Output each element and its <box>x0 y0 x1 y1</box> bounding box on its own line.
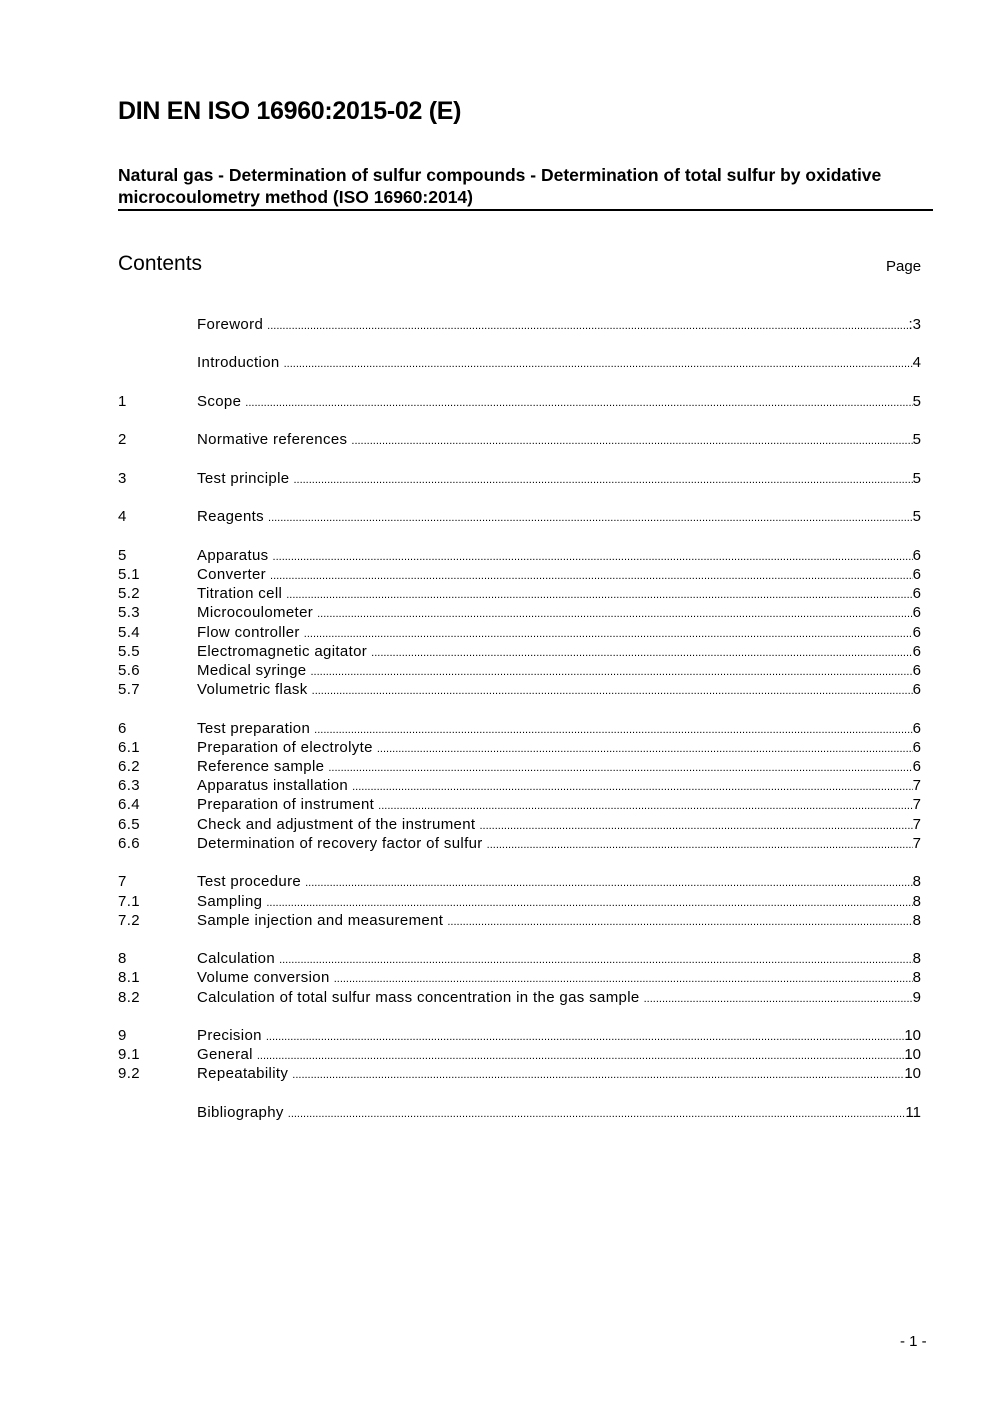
toc-entry[interactable] <box>118 507 921 526</box>
document-subtitle: Natural gas - Determination of sulfur compounds - Determination of total sulfur by oxidative microcoulometry method (ISO 16960:2014) <box>118 164 933 211</box>
toc-entry-page: 7 <box>912 834 921 852</box>
toc-entry-number: 5.7 <box>118 681 140 699</box>
toc-group <box>118 392 921 411</box>
toc-entry[interactable] <box>118 469 921 488</box>
toc-entry[interactable] <box>118 1064 921 1083</box>
toc-dot-leader <box>644 990 913 1009</box>
toc-entry-page: 6 <box>912 546 921 564</box>
toc-group <box>118 1026 921 1084</box>
toc-dot-leader <box>314 721 912 740</box>
toc-entry-title: Reagents <box>197 508 265 526</box>
toc-entry-page: 8 <box>912 873 921 891</box>
toc-entry-page: 5 <box>912 392 921 410</box>
toc-entry-number: 6.2 <box>118 758 140 776</box>
toc-group <box>118 719 921 853</box>
toc-entry-title: Precision <box>197 1027 262 1045</box>
toc-group <box>118 469 921 488</box>
toc-entry-page: 10 <box>904 1027 921 1045</box>
toc-entry-title: Normative references <box>197 431 348 449</box>
toc-entry-page: 5 <box>912 508 921 526</box>
toc-dot-leader <box>447 913 912 932</box>
toc-entry[interactable] <box>118 603 921 622</box>
toc-entry-title: Volume conversion <box>197 969 330 987</box>
toc-entry[interactable] <box>118 642 921 661</box>
toc-entry-number: 4 <box>118 508 127 526</box>
toc-entry-title: General <box>197 1046 253 1064</box>
toc-entry-title: Reference sample <box>197 758 325 776</box>
toc-group <box>118 315 921 334</box>
toc-entry[interactable] <box>118 565 921 584</box>
toc-dot-leader <box>305 874 913 893</box>
contents-heading: Contents <box>118 252 203 275</box>
toc-dot-leader <box>310 663 912 682</box>
toc-entry[interactable] <box>118 872 921 891</box>
toc-entry-number: 5.4 <box>118 623 140 641</box>
toc-entry-number: 9 <box>118 1027 127 1045</box>
toc-entry-number: 3 <box>118 469 127 487</box>
page-column-label: Page <box>886 258 922 275</box>
toc-entry-number: 6 <box>118 719 127 737</box>
toc-dot-leader <box>312 682 913 701</box>
toc-dot-leader <box>273 548 913 567</box>
toc-entry-number: 7.2 <box>118 911 140 929</box>
toc-entry-title: Calculation of total sulfur mass concentration in the gas sample <box>197 988 640 1006</box>
toc-entry-page: 11 <box>905 1103 921 1121</box>
toc-entry-title: Flow controller <box>197 623 300 641</box>
toc-group <box>118 430 921 449</box>
toc-dot-leader <box>317 605 913 624</box>
toc-dot-leader <box>377 740 913 759</box>
toc-entry[interactable] <box>118 680 921 699</box>
toc-dot-leader <box>257 1047 904 1066</box>
toc-entry-number: 5.1 <box>118 566 140 584</box>
toc-entry-page: 8 <box>912 969 921 987</box>
toc-entry-number: 6.6 <box>118 834 140 852</box>
toc-group <box>118 949 921 1007</box>
toc-entry-number: 6.1 <box>118 738 140 756</box>
toc-entry[interactable] <box>118 430 921 449</box>
toc-entry[interactable] <box>118 719 921 738</box>
toc-group <box>118 546 921 700</box>
toc-entry-title: Repeatability <box>197 1065 289 1083</box>
toc-entry-title: Sampling <box>197 892 263 910</box>
toc-dot-leader <box>292 1066 904 1085</box>
toc-entry-title: Determination of recovery factor of sulfur <box>197 834 483 852</box>
toc-entry-title: Titration cell <box>197 585 283 603</box>
toc-entry[interactable] <box>118 968 921 987</box>
toc-entry-title: Test preparation <box>197 719 311 737</box>
toc-dot-leader <box>288 1105 906 1124</box>
toc-entry[interactable] <box>118 949 921 968</box>
toc-entry[interactable] <box>118 988 921 1007</box>
toc-dot-leader <box>267 317 908 336</box>
toc-entry-page: 5 <box>912 469 921 487</box>
toc-entry-number: 6.4 <box>118 796 140 814</box>
toc-entry-number: 5.3 <box>118 604 140 622</box>
toc-entry[interactable] <box>118 546 921 565</box>
toc-entry[interactable] <box>118 911 921 930</box>
toc-entry-number: 9.1 <box>118 1046 140 1064</box>
toc-entry-page: 6 <box>912 585 921 603</box>
toc-entry-title: Check and adjustment of the instrument <box>197 815 476 833</box>
toc-dot-leader <box>284 355 913 374</box>
toc-entry-number: 1 <box>118 392 127 410</box>
toc-entry-page: 6 <box>912 662 921 680</box>
toc-entry-number: 9.2 <box>118 1065 140 1083</box>
toc-entry-title: Converter <box>197 566 267 584</box>
toc-entry-number: 2 <box>118 431 127 449</box>
toc-entry[interactable] <box>118 795 921 814</box>
toc-entry-page: 10 <box>904 1065 921 1083</box>
toc-entry[interactable] <box>118 1045 921 1064</box>
toc-entry-number: 8.2 <box>118 988 140 1006</box>
toc-entry-page: 6 <box>912 738 921 756</box>
toc-entry-page: 7 <box>912 796 921 814</box>
toc-entry-page: 8 <box>912 950 921 968</box>
toc-entry[interactable] <box>118 661 921 680</box>
toc-entry-number: 6.3 <box>118 777 140 795</box>
toc-entry-number: 7 <box>118 873 127 891</box>
toc-entry-page: 6 <box>912 623 921 641</box>
toc-entry-page: 6 <box>912 566 921 584</box>
toc-dot-leader <box>268 509 913 528</box>
toc-entry-page: 8 <box>912 911 921 929</box>
toc-entry-number: 5.5 <box>118 642 140 660</box>
toc-entry[interactable] <box>118 1026 921 1045</box>
toc-entry[interactable] <box>118 584 921 603</box>
toc-entry[interactable] <box>118 892 921 911</box>
toc-entry-title: Electromagnetic agitator <box>197 642 368 660</box>
toc-entry-title: Microcoulometer <box>197 604 314 622</box>
toc-dot-leader <box>371 644 913 663</box>
toc-dot-leader <box>351 432 912 451</box>
toc-entry-page: 7 <box>912 815 921 833</box>
toc-entry-number: 5.6 <box>118 662 140 680</box>
toc-entry-title: Test principle <box>197 469 290 487</box>
toc-entry-page: 7 <box>912 777 921 795</box>
toc-entry[interactable] <box>118 776 921 795</box>
toc-entry-number: 5 <box>118 546 127 564</box>
toc-entry-page: 6 <box>912 604 921 622</box>
toc-entry[interactable] <box>118 315 921 334</box>
toc-entry-title: Apparatus installation <box>197 777 349 795</box>
toc-entry-title: Preparation of instrument <box>197 796 375 814</box>
toc-group <box>118 872 921 930</box>
toc-entry-number: 5.2 <box>118 585 140 603</box>
toc-group <box>118 353 921 372</box>
toc-entry[interactable] <box>118 353 921 372</box>
toc-entry-title: Calculation <box>197 950 276 968</box>
toc-group <box>118 1103 921 1122</box>
toc-entry-number: 7.1 <box>118 892 140 910</box>
toc-entry-title: Foreword <box>197 316 264 333</box>
toc-entry-page: :3 <box>908 316 921 333</box>
toc-dot-leader <box>293 471 912 490</box>
toc-entry-page: 6 <box>912 758 921 776</box>
toc-dot-leader <box>245 394 912 413</box>
toc-entry-title: Test procedure <box>197 873 302 891</box>
page-number: - 1 - <box>900 1333 927 1350</box>
toc-entry-title: Introduction <box>197 354 280 372</box>
toc-entry-page: 8 <box>912 892 921 910</box>
toc-dot-leader <box>304 625 913 644</box>
toc-entry-page: 10 <box>904 1046 921 1064</box>
toc-entry-title: Scope <box>197 392 242 410</box>
toc-entry[interactable] <box>118 757 921 776</box>
toc-entry[interactable] <box>118 1103 921 1122</box>
toc-entry-title: Bibliography <box>197 1103 284 1121</box>
toc-entry[interactable] <box>118 738 921 757</box>
toc-dot-leader <box>266 1028 904 1047</box>
toc-entry-page: 6 <box>912 719 921 737</box>
toc-entry-title: Apparatus <box>197 546 269 564</box>
toc-dot-leader <box>286 586 912 605</box>
toc-entry-number: 8 <box>118 950 127 968</box>
toc-entry-page: 6 <box>912 642 921 660</box>
toc-entry-title: Sample injection and measurement <box>197 911 444 929</box>
toc-dot-leader <box>270 567 913 586</box>
toc-dot-leader <box>352 778 913 797</box>
toc-entry-page: 6 <box>912 681 921 699</box>
toc-entry[interactable] <box>118 623 921 642</box>
toc-dot-leader <box>279 951 913 970</box>
toc-entry[interactable] <box>118 815 921 834</box>
toc-entry-number: 6.5 <box>118 815 140 833</box>
table-of-contents <box>118 315 921 1141</box>
toc-entry-page: 5 <box>912 431 921 449</box>
toc-entry[interactable] <box>118 392 921 411</box>
toc-entry[interactable] <box>118 834 921 853</box>
toc-entry-title: Preparation of electrolyte <box>197 738 373 756</box>
toc-entry-page: 9 <box>912 988 921 1006</box>
toc-entry-title: Volumetric flask <box>197 681 308 699</box>
toc-entry-title: Medical syringe <box>197 662 307 680</box>
toc-entry-number: 8.1 <box>118 969 140 987</box>
toc-group <box>118 507 921 526</box>
toc-entry-page: 4 <box>912 354 921 372</box>
toc-dot-leader <box>328 759 912 778</box>
toc-dot-leader <box>479 817 912 836</box>
toc-dot-leader <box>487 836 913 855</box>
document-title: DIN EN ISO 16960:2015-02 (E) <box>118 97 462 125</box>
